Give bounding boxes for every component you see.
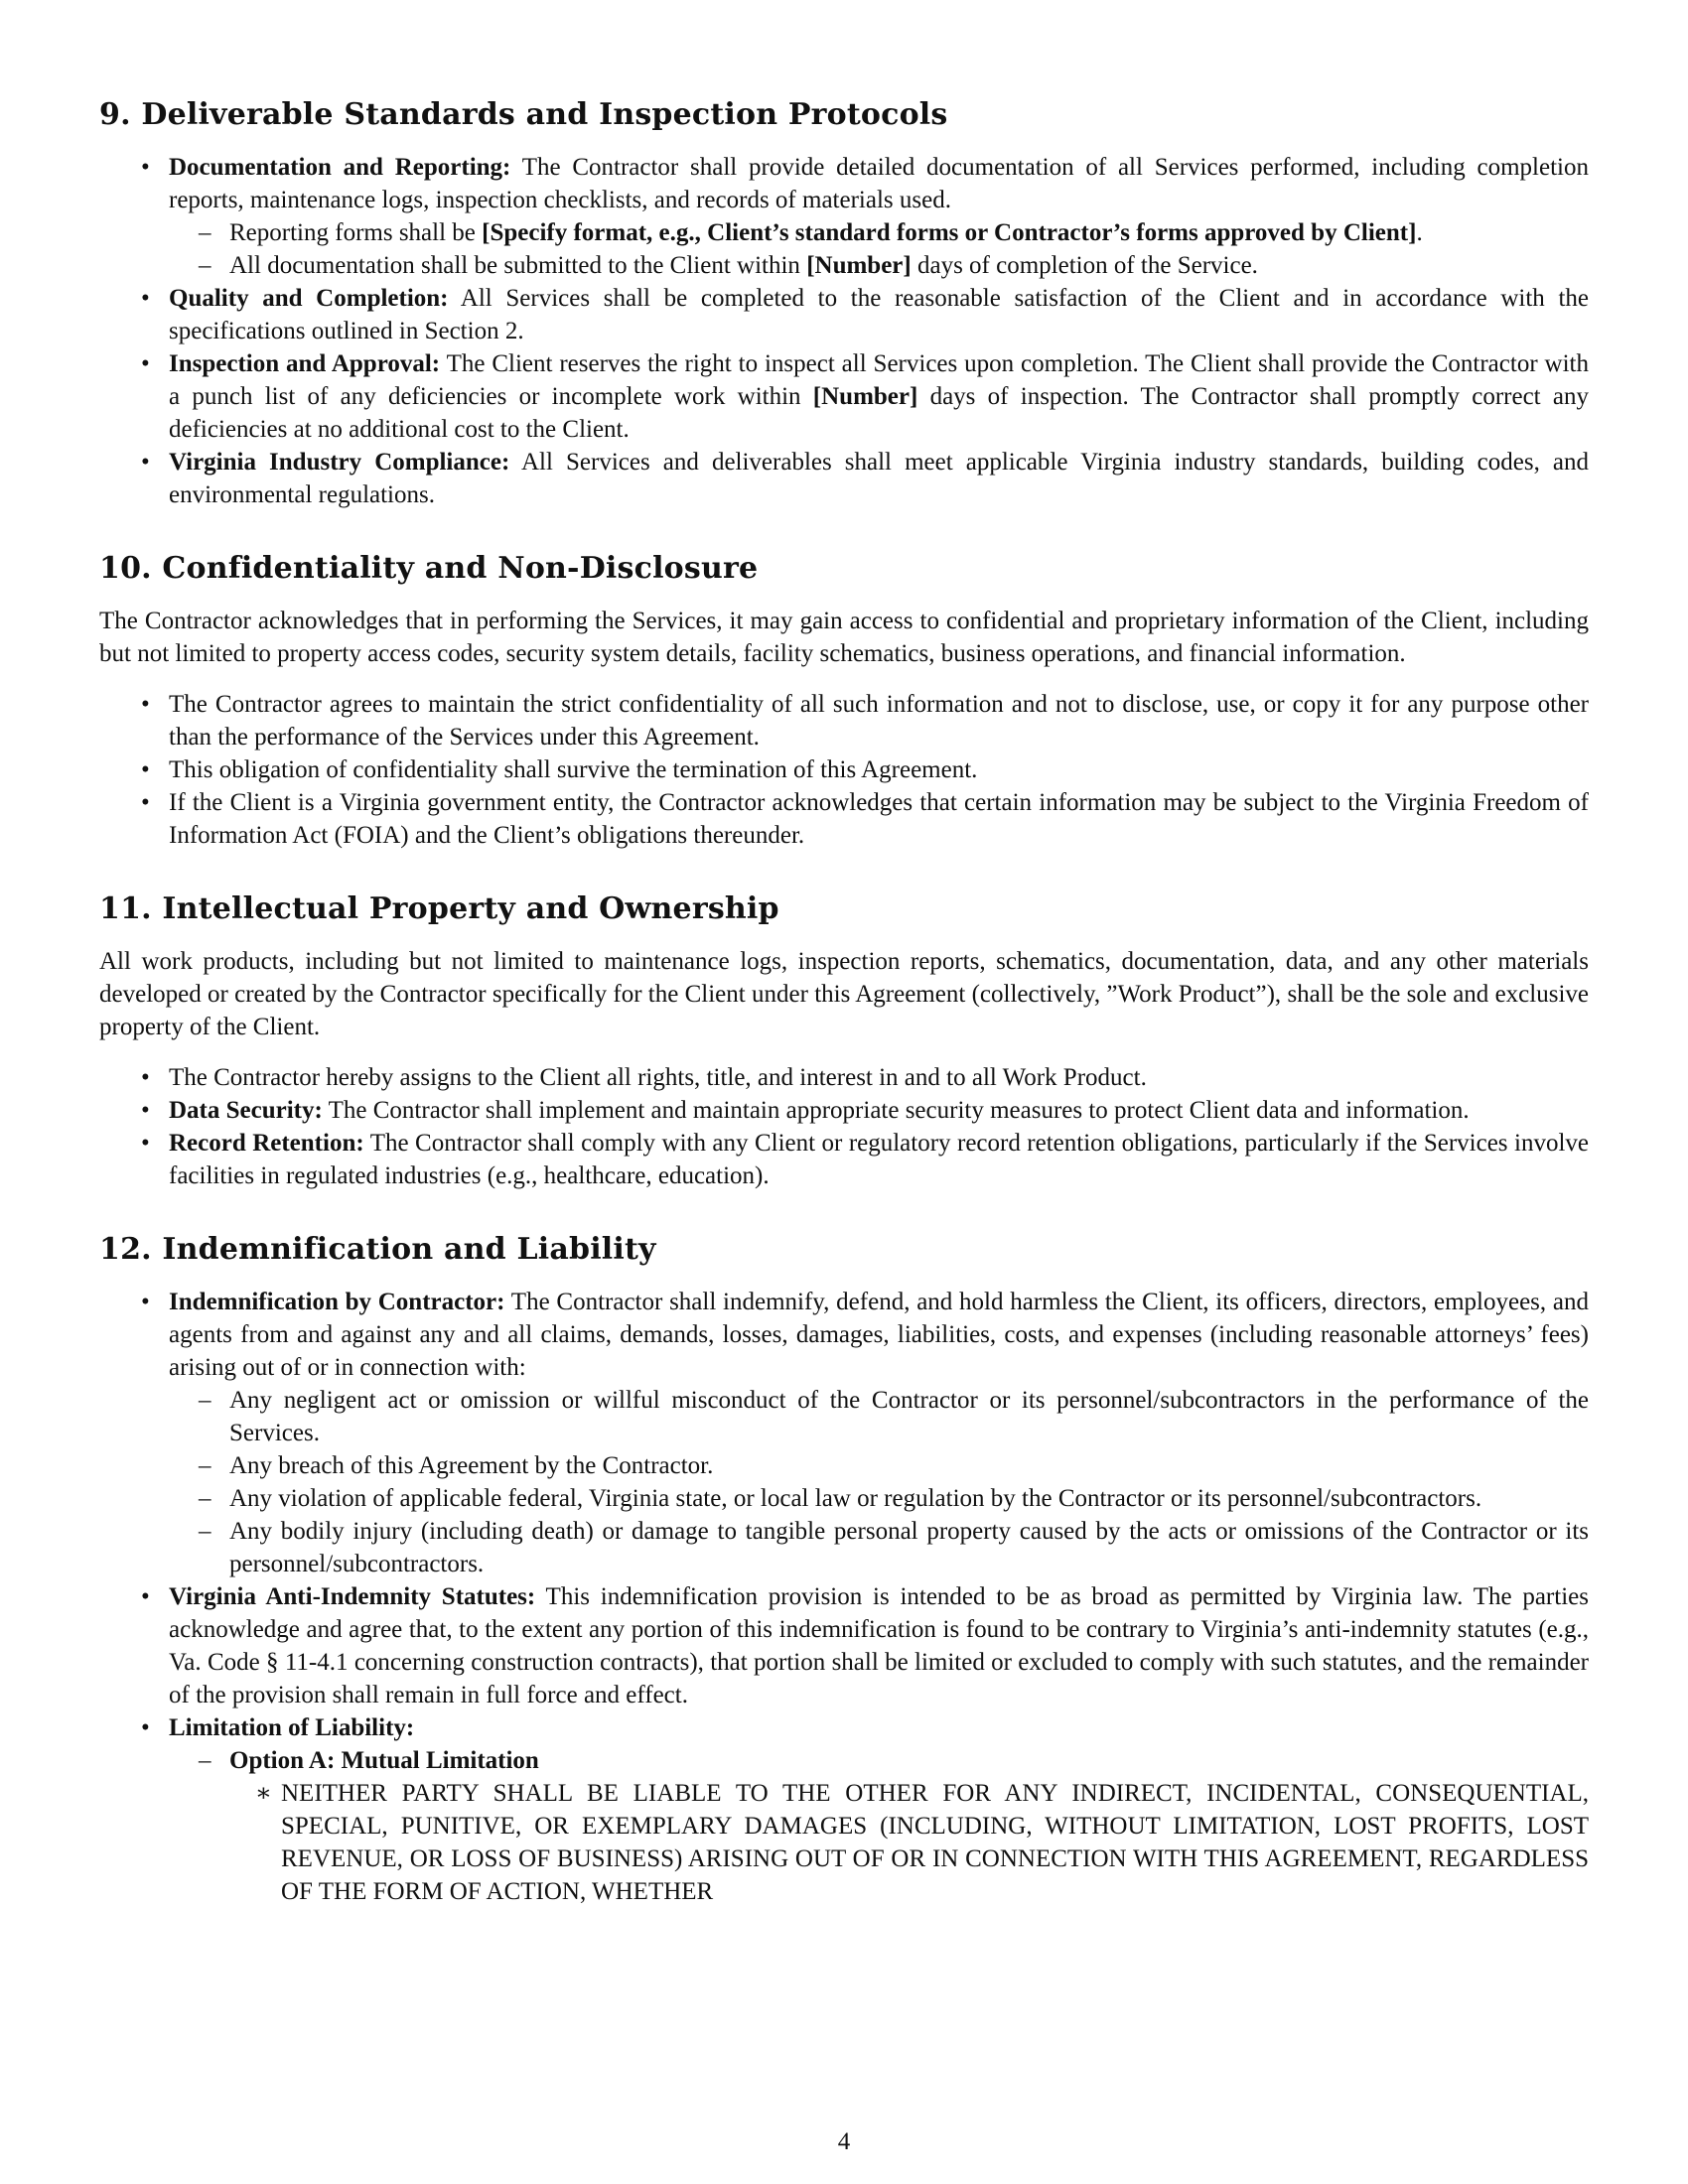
section-9-list [99, 151, 1589, 511]
sub-item [169, 216, 1589, 249]
bullet-text: The Client reserves the right to inspect all Services upon completion. The Client shall provide the Contractor with a punch list of any deficiencies or incomplete work within [169, 350, 1589, 410]
section-11-list [99, 1061, 1589, 1192]
sub-item [169, 249, 1589, 282]
bullet-label: Record Retention: [169, 1130, 364, 1157]
sub-text: days of completion of the Service. [911, 252, 1258, 279]
list-item: • The Contractor hereby assigns to the Client all rights, title, and interest in and to all Work Product. [99, 1061, 1589, 1094]
list-item [99, 1580, 1589, 1711]
list-item [99, 151, 1589, 282]
sub-sub-item: ∗ NEITHER PARTY SHALL BE LIABLE TO THE OTHER FOR ANY INDIRECT, INCIDENTAL, CONSEQUENTIAL, SPECIAL, PUNITIVE, OR EXEMPLARY DAMAGES (INCLUDING, WITHOUT LIMITATION, LOST PROFITS, LOST REVENUE, OR LOSS OF BUSINESS) ARISING OUT OF OR IN CONNECTION WITH THIS AGREEMENT, REGARDLESS OF THE FORM OF ACTION, WHETHER [229, 1777, 1589, 1908]
bullet-text: The Contractor shall implement and maintain appropriate security measures to protect Client data and information. [328, 1097, 1470, 1124]
section-11-intro: All work products, including but not limited to maintenance logs, inspection reports, schematics, documentation, data, and any other materials developed or created by the Contractor specifically for the Client under this Agreement (collectively, ”Work Product”), shall be the sole and exclusive property of the Client. [99, 948, 1589, 1040]
sub-item [169, 1744, 1589, 1908]
list-item [99, 1127, 1589, 1192]
bullet-label: Virginia Anti-Indemnity Statutes: [169, 1583, 536, 1610]
sub-list [169, 1744, 1589, 1908]
list-item [99, 347, 1589, 446]
section-10-list [99, 688, 1589, 852]
list-item: • The Contractor agrees to maintain the strict confidentiality of all such information and not to disclose, use, or copy it for any purpose other than the performance of the Services under this Agreement. [99, 688, 1589, 753]
bullet-label: Virginia Industry Compliance: [169, 449, 510, 476]
section-10-intro: The Contractor acknowledges that in performing the Services, it may gain access to confidential and proprietary information of the Client, including but not limited to property access codes, security system details, facility schematics, business operations, and financial information. [99, 608, 1589, 667]
sub-text: All documentation shall be submitted to the Client within [229, 252, 807, 279]
bullet-label: Indemnification by Contractor: [169, 1289, 505, 1315]
placeholder-text: [Specify format, e.g., Client’s standard forms or Contractor’s forms approved by Client] [482, 219, 1417, 246]
section-12-list [99, 1286, 1589, 1908]
list-item [99, 1094, 1589, 1127]
sub-item: – Any violation of applicable federal, Virginia state, or local law or regulation by the Contractor or its personnel/subcontractors. [169, 1482, 1589, 1515]
sub-sub-list [229, 1777, 1589, 1908]
bullet-text: All Services and deliverables shall meet applicable Virginia industry standards, building codes, and environmental regulations. [169, 449, 1590, 508]
bullet-label: Limitation of Liability: [169, 1714, 415, 1741]
list-item [99, 1711, 1589, 1908]
sub-text: . [1416, 219, 1423, 246]
list-item [99, 282, 1589, 347]
bullet-label: Quality and Completion: [169, 285, 449, 312]
page-number: 4 [837, 2128, 851, 2155]
document-page [99, 95, 1589, 1908]
bullet-text: The Contractor shall provide detailed documentation of all Services performed, including completion reports, maintenance logs, inspection checklists, and records of materials used. [169, 154, 1589, 213]
section-12-title: 12. Indemnification and Liability [99, 1232, 656, 1267]
bullet-text: The Contractor shall comply with any Client or regulatory record retention obligations, particularly if the Services involve facilities in regulated industries (e.g., healthcare, education). [169, 1130, 1589, 1189]
bullet-text: This indemnification provision is intended to be as broad as permitted by Virginia law. The parties acknowledge and agree that, to the extent any portion of this indemnification is found to be contrary to Virginia’s anti-indemnity statutes (e.g., Va. Code § 11-4.1 concerning construction contracts), that portion shall be limited or excluded to comply with such statutes, and the remainder of the provision shall remain in full force and effect. [169, 1583, 1589, 1708]
section-9-title: 9. Deliverable Standards and Inspection Protocols [99, 97, 948, 132]
list-item: • This obligation of confidentiality shall survive the termination of this Agreement. [99, 753, 1589, 786]
option-label: Option A: Mutual Limitation [229, 1747, 539, 1774]
bullet-text: The Contractor shall indemnify, defend, and hold harmless the Client, its officers, directors, employees, and agents from and against any and all claims, demands, losses, damages, liabilities, costs, and expenses (including reasonable attorneys’ fees) arising out of or in connection with: [169, 1289, 1589, 1381]
placeholder-text: [Number] [806, 252, 912, 279]
sub-list [169, 216, 1589, 282]
list-item: • If the Client is a Virginia government entity, the Contractor acknowledges that certain information may be subject to the Virginia Freedom of Information Act (FOIA) and the Client’s obligations thereunder. [99, 786, 1589, 852]
list-item [99, 1286, 1589, 1580]
sub-item: – Any breach of this Agreement by the Contractor. [169, 1449, 1589, 1482]
section-10-title: 10. Confidentiality and Non-Disclosure [99, 551, 759, 586]
bullet-label: Documentation and Reporting: [169, 154, 511, 181]
sub-item: – Any negligent act or omission or willful misconduct of the Contractor or its personnel/subcontractors in the performance of the Services. [169, 1384, 1589, 1449]
bullet-text: All Services shall be completed to the reasonable satisfaction of the Client and in accordance with the specifications outlined in Section 2. [169, 285, 1589, 344]
bullet-label: Inspection and Approval: [169, 350, 441, 377]
list-item [99, 446, 1589, 511]
sub-list [169, 1384, 1589, 1580]
sub-text: Reporting forms shall be [229, 219, 483, 246]
sub-item: – Any bodily injury (including death) or damage to tangible personal property caused by the acts or omissions of the Contractor or its personnel/subcontractors. [169, 1515, 1589, 1580]
bullet-text: days of inspection. The Contractor shall promptly correct any deficiencies at no additional cost to the Client. [169, 383, 1589, 443]
bullet-label: Data Security: [169, 1097, 323, 1124]
section-11-title: 11. Intellectual Property and Ownership [99, 891, 779, 926]
placeholder-text: [Number] [812, 383, 918, 410]
